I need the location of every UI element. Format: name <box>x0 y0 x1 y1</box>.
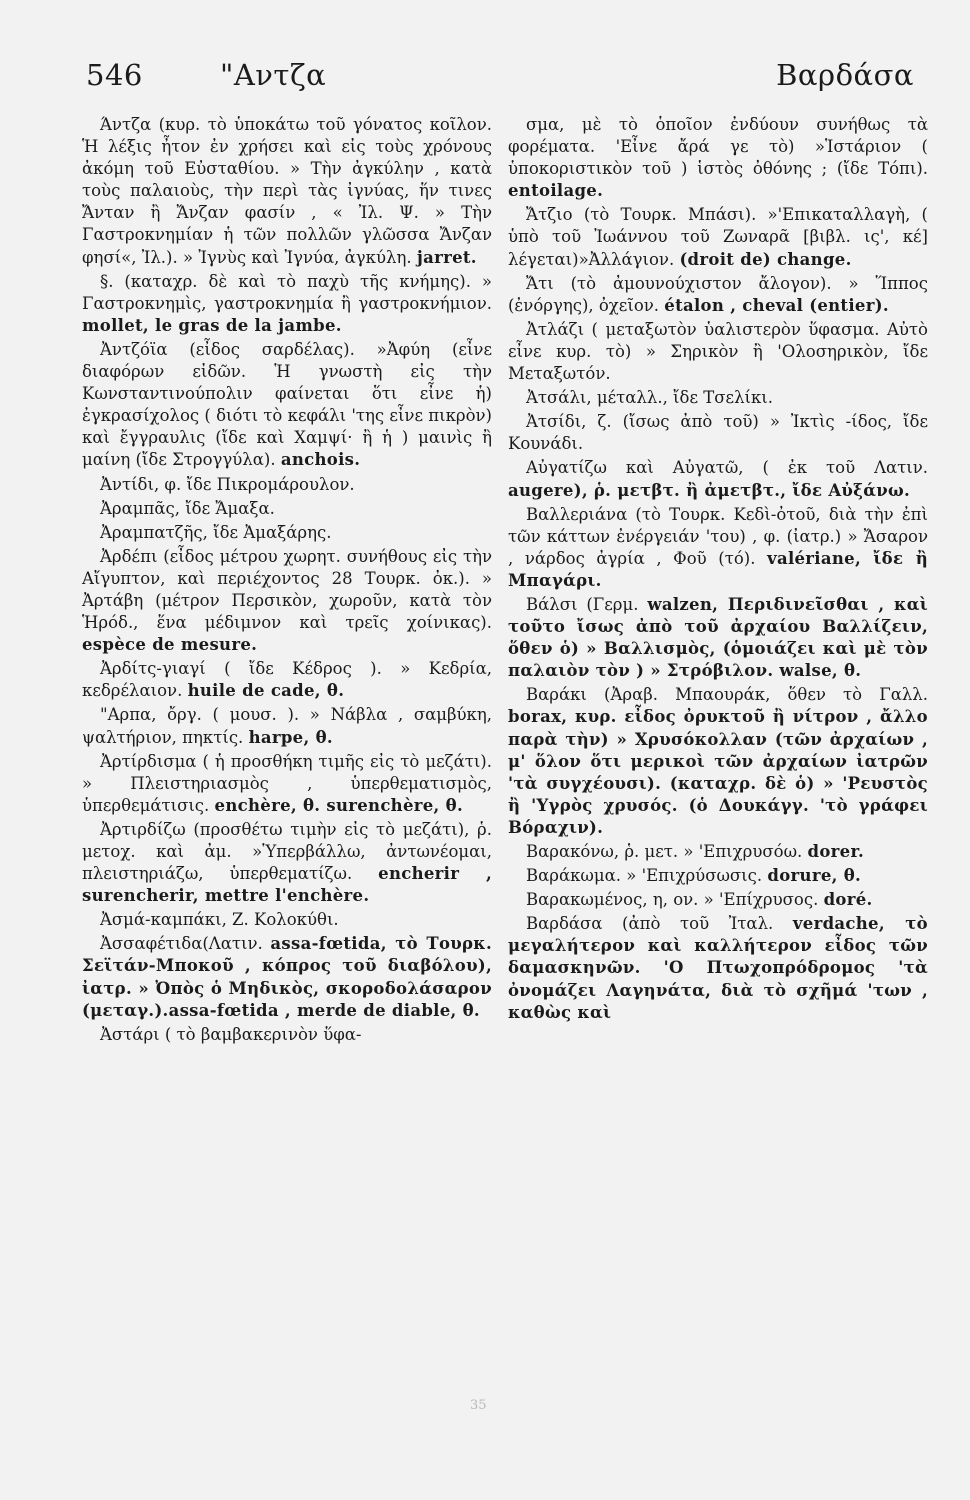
entry-greek-text: Ἄτζιο (τὸ Τουρκ. Μπάσι). »'Επικαταλλαγὴ, ( ὑπὸ τοῦ Ἰωάννου τοῦ Ζωναρᾶ [βιβλ. ις', κέ] λέγεται)»Ἀλλάγιον. <box>508 205 928 269</box>
dictionary-entry <box>508 889 928 911</box>
entry-greek-text: Ἀρτιρδίζω (προσθέτω τιμὴν εἰς τὸ μεζάτι), ῥ. μετοχ. καὶ ἀμ. »Ὑπερβάλλω, ἀντωνέομαι, πλειστηριάζω, ὑπερθεματίζω. <box>82 819 492 884</box>
entry-french-gloss: entoilage. <box>508 181 604 201</box>
entry-greek-text: Ἀρτίρδισμα ( ἡ προσθήκη τιμῆς εἰς τὸ μεζάτι). » Πλειστηριασμὸς , ὑπερθεματισμὸς, ὑπερθεμάτισις. <box>82 751 492 815</box>
entry-greek-text: Ἀρδέπι (εἶδος μέτρου χωρητ. συνήθους εἰς τὴν Αἴγυπτον, καὶ περιέχοντος 28 Τουρκ. ὀκ.). » Ἀρτάβη (μέτρον Περσικὸν, χωροῦν, κατὰ τὸν Ἡρόδ., ἕνα μέδιμνον καὶ τρεῖς χοίνικας). <box>82 546 492 633</box>
dictionary-entry <box>82 114 492 269</box>
dictionary-entry <box>508 504 928 592</box>
dictionary-entry <box>82 909 492 931</box>
entry-french-gloss: (droit de) change. <box>679 249 852 269</box>
dictionary-entry <box>508 457 928 501</box>
entry-greek-text: Βαράκωμα. » 'Επιχρύσωσις. <box>526 866 763 886</box>
entry-greek-text: Βαράκι (Ἀραβ. Μπαουράκ, ὅθεν τὸ Γαλλ. <box>526 685 928 705</box>
dictionary-entry <box>508 841 928 863</box>
dictionary-entry <box>82 751 492 817</box>
entry-greek-text: Ἀρδίτς-γιαγί ( ἴδε Κέδρος ). » Κεδρία, κεδρέλαιον. <box>82 659 492 701</box>
entry-french-gloss: jarret. <box>416 247 477 267</box>
dictionary-entry <box>82 658 492 702</box>
entry-greek-text: Βαρακωμένος, η, ον. » 'Επίχρυσος. <box>526 890 819 910</box>
entry-greek-text: Βαλλεριάνα (τὸ Τουρκ. Κεδὶ-ὀτοῦ, διὰ τὴν ἐπὶ τῶν κάττων ἐνέργειάν 'του) , φ. (ἰατρ.) » Ἄσαρον , νάρδος ἀγρία , Φοῦ (τό). <box>508 504 928 568</box>
dictionary-entry <box>508 273 928 317</box>
entry-french-gloss: borax, κυρ. εἶδος ὀρυκτοῦ ἢ νίτρον , ἄλλο παρὰ τὴν) » Χρυσόκολλαν (τῶν ἀρχαίων , μ' ὅλον ὅτι μερικοὶ τῶν ἀρχαίων ἰατρῶν 'τὰ συγχέουσι). (καταχρ. δὲ ὁ) » 'Ρευστὸς ἢ 'Υγρὸς χρυσός. (ὁ Δουκάγγ. 'τὸ γράφει Βόραχιν). <box>508 707 928 837</box>
dictionary-entry <box>82 819 492 907</box>
entry-french-gloss: étalon , cheval (entier). <box>664 295 889 315</box>
dictionary-entry <box>82 546 492 656</box>
entry-french-gloss: harpe, θ. <box>248 727 333 747</box>
dictionary-entry <box>82 498 492 520</box>
entry-greek-text: Ἀσμά-καμπάκι, Ζ. Κολοκύθι. <box>100 910 339 930</box>
entry-greek-text: Ἀραμπατζῆς, ἴδε Ἀμαξάρης. <box>100 522 332 542</box>
entry-greek-text: Ἀσσαφέτιδα(Λατιν. <box>100 934 263 954</box>
entry-greek-text: Βαρακόνω, ῥ. μετ. » 'Επιχρυσόω. <box>526 842 803 861</box>
right-column <box>508 114 928 1026</box>
entry-french-gloss: enchère, θ. surenchère, θ. <box>214 795 463 815</box>
entry-greek-text: Ἀραμπᾶς, ἴδε Ἄμαξα. <box>100 498 275 518</box>
entry-french-gloss: walzen, Περιδινεῖσθαι , καὶ τοῦτο ἴσως ἀπὸ τοῦ ἀρχαίου Βαλλίζειν, ὅθεν ὁ) » Βαλλισμὸς, (ὁμοιάζει καὶ μὲ τὸν παλαιὸν τὸν ) » Στρόβιλον. walse, θ. <box>508 594 928 681</box>
dictionary-entry <box>82 704 492 748</box>
entry-greek-text: Αὐγατίζω καὶ Αὐγατῶ, ( ἐκ τοῦ Λατιν. <box>526 458 928 478</box>
entry-french-gloss: doré. <box>823 890 873 910</box>
dictionary-entry <box>82 339 492 472</box>
entry-greek-text: Ἀτσάλι, μέταλλ., ἴδε Τσελίκι. <box>526 388 774 408</box>
dictionary-entry <box>82 933 492 1021</box>
dictionary-entry <box>508 387 928 409</box>
entry-french-gloss: dorure, θ. <box>767 866 862 886</box>
entry-greek-text: Ἀντίδι, φ. ἴδε Πικρομάρουλον. <box>100 474 355 494</box>
entry-french-gloss: huile de cade, θ. <box>187 681 345 701</box>
entry-french-gloss: augere), ῥ. μετβτ. ἢ ἀμετβτ., ἴδε Αὐξάνω. <box>508 480 911 500</box>
entry-greek-text: Ἀτλάζι ( μεταξωτὸν ὑαλιστερὸν ὕφασμα. Αὐτὸ εἶνε κυρ. τὸ) » Σηρικὸν ἢ 'Ολοσηρικὸν, ἴδε Μεταξωτόν. <box>508 319 928 384</box>
dictionary-entry <box>82 271 492 337</box>
entry-french-gloss: anchois. <box>280 450 361 470</box>
entry-french-gloss: mollet, le gras de la jambe. <box>82 315 342 335</box>
entry-french-gloss: espèce de mesure. <box>82 635 258 655</box>
entry-greek-text: Βάλσι (Γερμ. <box>526 594 639 614</box>
entry-greek-text: Ἄτι (τὸ ἀμουνούχιστον ἄλογον). » Ἵππος (ἐνόργης), ὀχεῖον. <box>508 273 928 315</box>
entry-greek-text: §. (καταχρ. δὲ καὶ τὸ παχὺ τῆς κνήμης). » Γαστροκνημὶς, γαστροκνημία ἢ γαστροκνήμιον. <box>82 271 492 313</box>
dictionary-entry <box>508 411 928 455</box>
entry-greek-text: Άντζα (κυρ. τὸ ὑποκάτω τοῦ γόνατος κοῖλον. Ἡ λέξις ἦτον ἐν χρήσει καὶ εἰς τοὺς χρόνους ἀκόμη τοῦ Εὐσταθίου. » Τὴν ἀγκύλην , κατὰ τοὺς παλαιοὺς, τὴν περὶ τὰς ἰγνύας, ἥν τινες Ἄνταν ἢ Ἄνζαν φασίν , « Ἰλ. Ψ. » Τὴν Γαστροκνημίαν ἡ τῶν πολλῶν γλῶσσα Ἄνζαν φησί«, Ἰλ.). » Ἰγνὺς καὶ Ἰγνύα, ἀγκύλη. <box>82 115 492 267</box>
entry-greek-text: Ἀστάρι ( τὸ βαμβακερινὸν ὕφα- <box>100 1024 362 1044</box>
left-column <box>82 114 492 1048</box>
left-guide-word: "Αντζα <box>220 58 327 92</box>
entry-greek-text: Ἀντζόϊα (εἶδος σαρδέλας). »Ἀφύη (εἶνε διαφόρων εἰδῶν. Ἡ γνωστὴ εἰς τὴν Κωνσταντινούπολιν φαίνεται ὅτι εἶνε ἡ) ἐγκρασίχολος ( διότι τὸ κεφάλι 'της εἶνε πικρὸν) καὶ ἔγγραυλις (ἴδε καὶ Χαμψί· ἢ ἡ ) μαινὶς ἢ μαίνη (ἴδε Στρογγύλα). <box>82 339 492 470</box>
dictionary-entry <box>508 594 928 682</box>
page-number: 546 <box>86 58 143 92</box>
dictionary-entry <box>508 913 928 1023</box>
dictionary-entry <box>82 522 492 544</box>
dictionary-entry <box>508 204 928 270</box>
dictionary-entry <box>508 114 928 202</box>
running-head <box>80 58 920 102</box>
dictionary-entry <box>508 684 928 839</box>
dictionary-entry <box>82 1024 492 1046</box>
entry-greek-text: Ἀτσίδι, ζ. (ἴσως ἀπὸ τοῦ) » Ἰκτὶς -ίδος, ἴδε Κουνάδι. <box>508 412 928 454</box>
entry-french-gloss: encherir , surencherir, mettre l'enchère. <box>82 864 493 906</box>
dictionary-entry <box>508 865 928 887</box>
signature-mark: 35 <box>470 1398 487 1413</box>
entry-french-gloss: dorer. <box>807 842 864 861</box>
entry-french-gloss: assa-fœtida, τὸ Τουρκ. Σεϊτάν-Μποκοῦ , κόπρος τοῦ διαβόλου), ἰατρ. » Ὀπὸς ὁ Μηδικὸς, σκοροδολάσαρον (μεταγ.).assa-fœtida , merde de diable, θ. <box>82 934 492 1020</box>
entry-greek-text: "Αρπα, ὄργ. ( μουσ. ). » Νάβλα , σαμβύκη, ψαλτήριον, πηκτίς. <box>82 705 492 747</box>
entry-greek-text: Βαρδάσα (ἀπὸ τοῦ Ἰταλ. <box>526 914 774 934</box>
right-guide-word: Βαρδάσα <box>776 58 914 92</box>
dictionary-entry <box>82 474 492 496</box>
entry-french-gloss: verdache, τὸ μεγαλήτερον καὶ καλλήτερον εἶδος τῶν δαμασκηνῶν. 'Ο Πτωχοπρόδρομος 'τὰ ὀνομάζει Λαγηνάτα, διὰ τὸ σχῆμά 'των , καθὼς καὶ <box>508 914 928 1022</box>
entry-french-gloss: valériane, ἴδε ἢ Μπαγάρι. <box>508 548 929 590</box>
entry-greek-text: σμα, μὲ τὸ ὁποῖον ἐνδύουν συνήθως τὰ φορέματα. 'Εἶνε ἄρά γε τὸ) »Ἱστάριον ( ὑποκοριστικὸν τοῦ ) ἱστὸς ὀθόνης ; (ἴδε Τόπι). <box>508 115 928 179</box>
dictionary-entry <box>508 319 928 385</box>
